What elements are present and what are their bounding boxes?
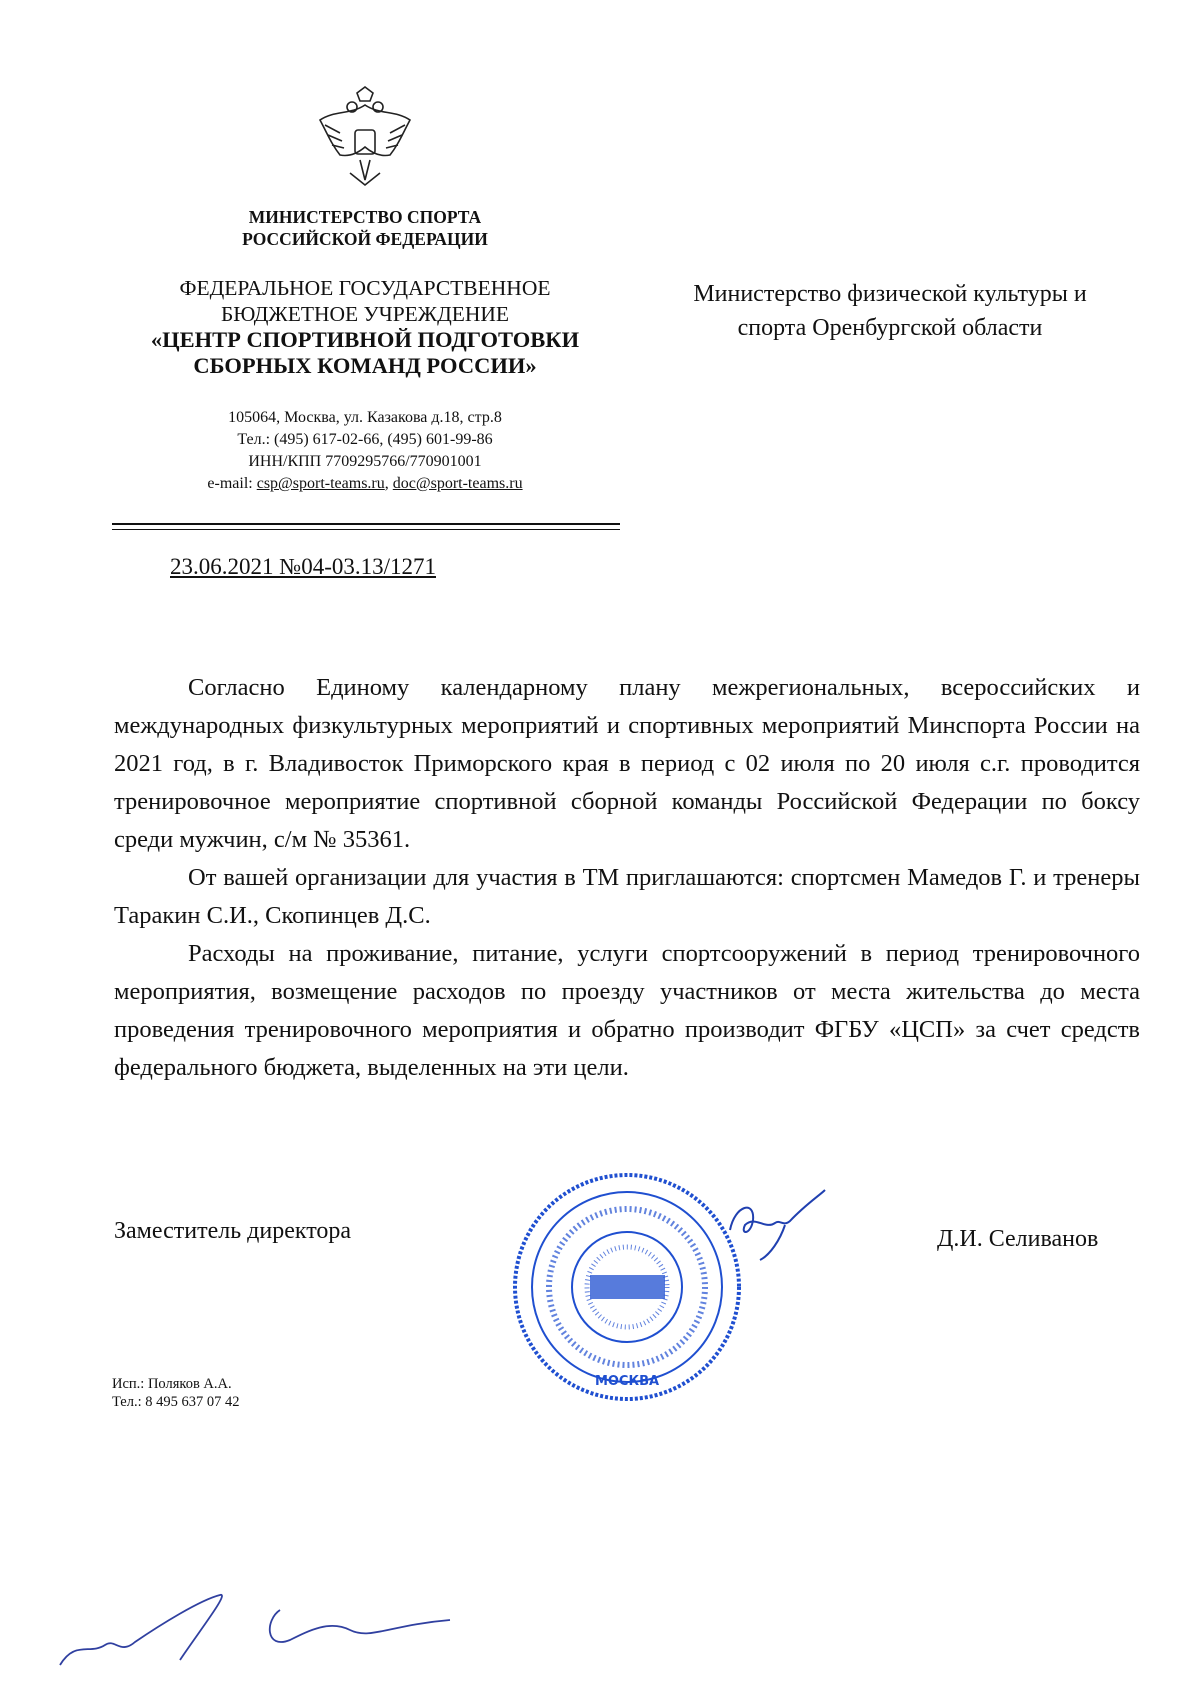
official-stamp [510,1170,745,1405]
header-divider-thin [112,529,620,530]
svg-text:МОСКВА: МОСКВА [594,1374,660,1389]
handwritten-initials [50,1580,500,1680]
header-divider [112,523,620,525]
email-link-csp[interactable]: csp@sport-teams.ru [256,475,385,492]
handwritten-signature [725,1185,835,1265]
ministry-heading: МИНИСТЕРСТВО СПОРТА РОССИЙСКОЙ ФЕДЕРАЦИИ [242,207,488,249]
organization-name: ФЕДЕРАЛЬНОЕ ГОСУДАРСТВЕННОЕ БЮДЖЕТНОЕ УЧРЕЖДЕНИЕ «ЦЕНТР СПОРТИВНОЙ ПОДГОТОВКИ СБОРНЫХ КОМАНД РОССИИ» [150,276,580,378]
document-number: 23.06.2021 №04-03.13/1271 [170,554,436,579]
coat-of-arms-emblem [310,85,420,195]
letter-body [114,669,1140,1087]
executor-info: Исп.: Поляков А.А. Тел.: 8 495 637 07 42 [112,1376,240,1410]
paragraph: Согласно Единому календарному плану межрегиональных, всероссийских и международных физкультурных мероприятий и спортивных мероприятий Минспорта России на 2021 год, в г. Владивосток Приморского края в период с 02 июля по 20 июля с.г. проводится тренировочное мероприятие спортивной сборной команды Российской Федерации по боксу среди мужчин, с/м № 35361. [114,674,1140,853]
addressee: Министерство физической культуры и спорта Оренбургской области [693,281,1087,341]
paragraph: Расходы на проживание, питание, услуги спортсооружений в период тренировочного мероприятия, возмещение расходов по проезду участников от места жительства до места проведения тренировочного мероприятия и обратно производит ФГБУ «ЦСП» за счет средств федерального бюджета, выделенных на эти цели. [114,940,1140,1081]
signatory-name: Д.И. Селиванов [937,1226,1099,1252]
org-contacts: 105064, Москва, ул. Казакова д.18, стр.8 Тел.: (495) 617-02-66, (495) 601-99-86 ИНН/КПП 7709295766/770901001 e-mail: csp@sport-teams.ru, doc@sport-teams.ru [207,409,523,492]
email-link-doc[interactable]: doc@sport-teams.ru [392,475,523,492]
signatory-position: Заместитель директора [114,1218,352,1244]
paragraph: От вашей организации для участия в ТМ приглашаются: спортсмен Мамедов Г. и тренеры Таракин С.И., Скопинцев Д.С. [114,864,1140,929]
